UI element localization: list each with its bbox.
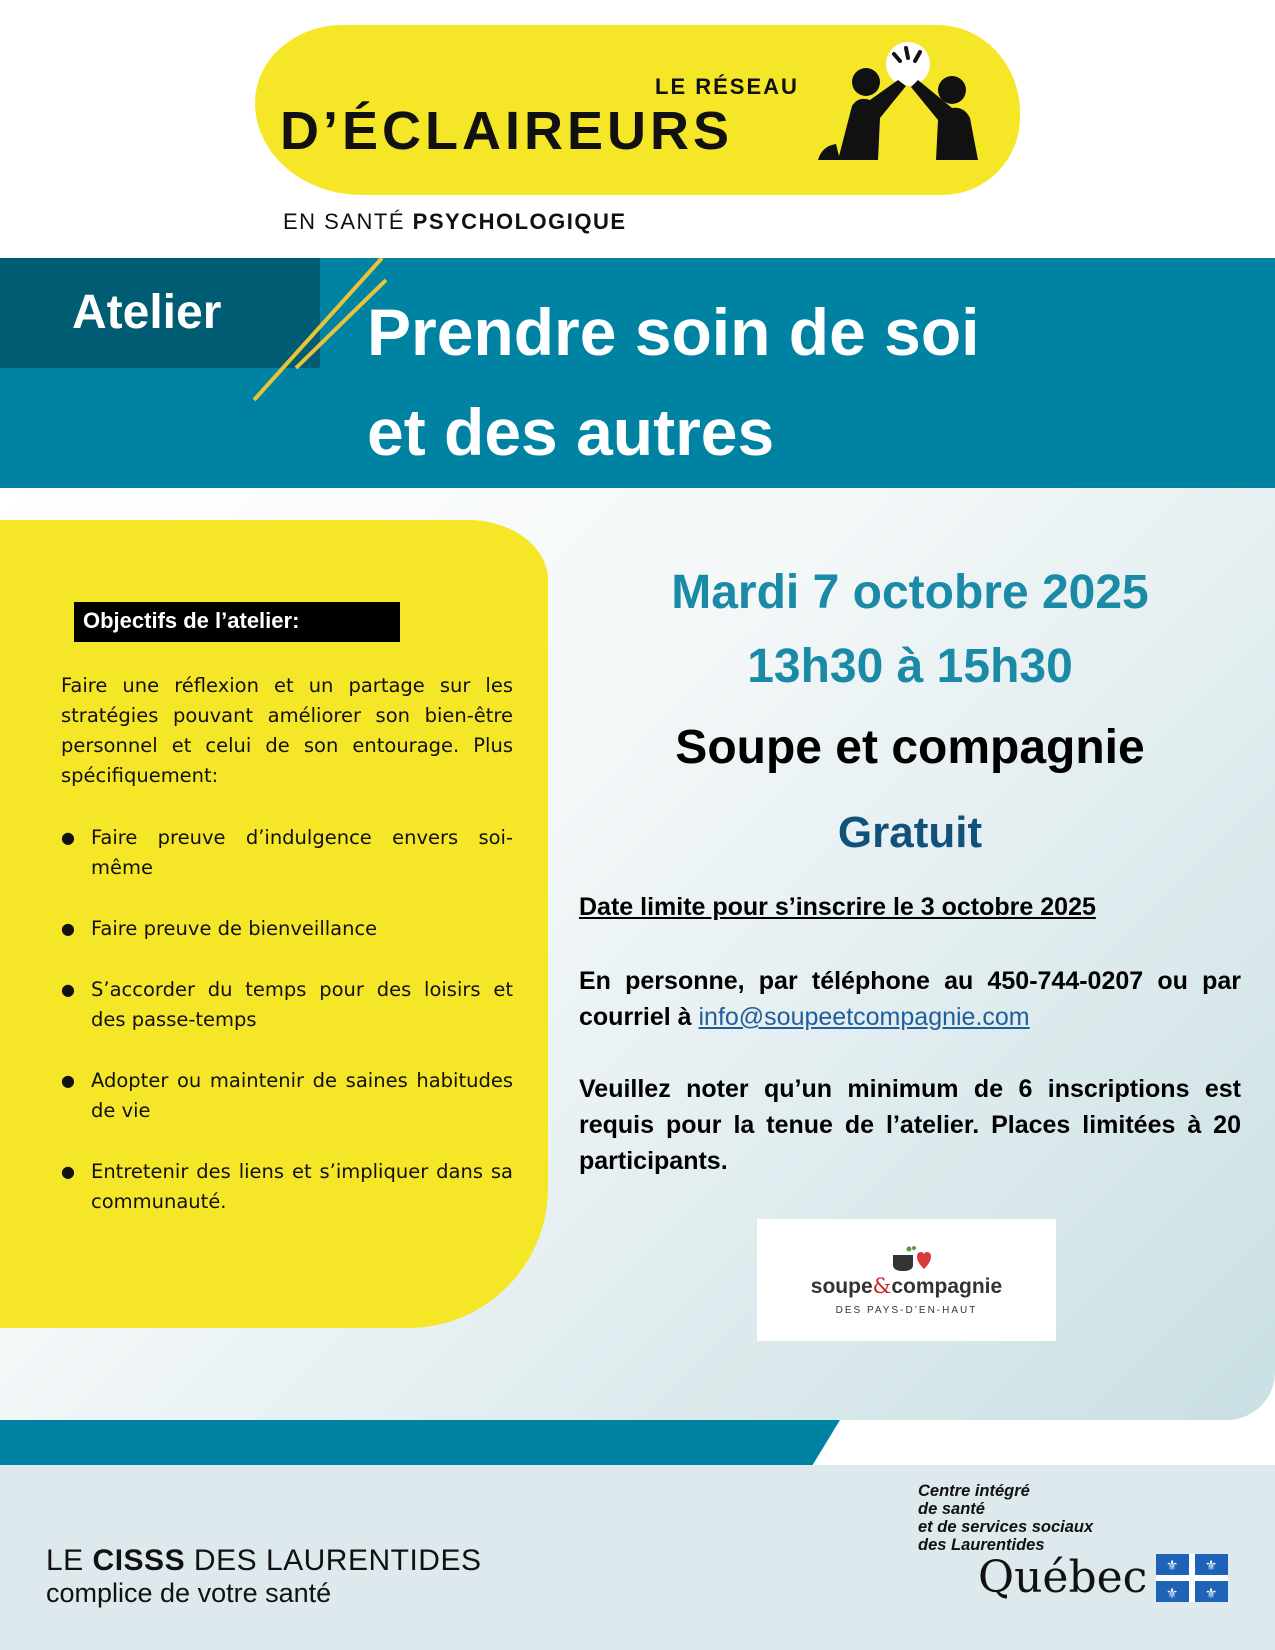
event-price: Gratuit	[837, 808, 983, 857]
registration-note: Veuillez noter qu’un minimum de 6 inscriptions est requis pour la tenue de l’atelier. Places limitées à 20 participants.	[579, 1075, 1241, 1175]
list-item	[61, 823, 513, 883]
quebec-wordmark: Québec	[978, 1552, 1148, 1603]
list-item-text: Faire preuve d’indulgence envers soi-même	[91, 826, 513, 879]
partner-subtitle: DES PAYS-D’EN-HAUT	[835, 1305, 978, 1316]
objectives-intro: Faire une réflexion et un partage sur les stratégies pouvant améliorer son bien-être personnel et celui de son entourage. Plus spécifiquement:	[61, 674, 513, 787]
logo-pretitle: LE RÉSEAU	[655, 74, 799, 99]
partner-name-part-1: soupe	[810, 1275, 873, 1298]
footer-band	[0, 1420, 1275, 1466]
contact-email-link[interactable]: info@soupeetcompagnie.com	[698, 1003, 1030, 1031]
cisss-le: LE	[46, 1544, 84, 1577]
logo-subtitle	[283, 209, 627, 235]
registration-deadline: Date limite pour s’inscrire le 3 octobre 2025	[579, 893, 1096, 921]
logo-subtitle-regular: EN SANTÉ	[283, 209, 406, 234]
cisss-bold: CISSS	[92, 1544, 186, 1577]
event-datetime	[590, 556, 1230, 704]
contact-info	[579, 963, 1241, 1035]
partner-logo	[757, 1219, 1056, 1341]
list-item-text: Entretenir des liens et s’impliquer dans sa communauté.	[91, 1160, 513, 1213]
list-item	[61, 975, 513, 1035]
objectives-list	[61, 823, 513, 1248]
bullet-icon: ●	[61, 1071, 75, 1090]
bullet-icon: ●	[61, 828, 75, 847]
cisss-logo	[46, 1544, 482, 1578]
soup-bowl-heart-icon	[887, 1245, 931, 1273]
event-venue: Soupe et compagnie	[675, 721, 1145, 774]
event-date: Mardi 7 octobre 2025	[671, 566, 1149, 619]
svg-text:⚜: ⚜	[1204, 1558, 1218, 1574]
list-item-text: S’accorder du temps pour des loisirs et des passe-temps	[91, 978, 513, 1031]
list-item-text: Faire preuve de bienveillance	[91, 917, 378, 940]
list-item	[61, 1066, 513, 1126]
gov-line-2: de santé	[918, 1500, 985, 1518]
logo-subtitle-bold: PSYCHOLOGIQUE	[412, 209, 627, 234]
high-five-icon	[818, 40, 1000, 165]
svg-text:⚜: ⚜	[1165, 1558, 1179, 1574]
bullet-icon: ●	[61, 1162, 75, 1181]
objectives-heading: Objectifs de l’atelier:	[74, 602, 400, 642]
page-title	[367, 282, 980, 482]
partner-ampersand: &	[872, 1274, 892, 1298]
quebec-flag-icon	[1156, 1554, 1228, 1602]
page-title-line-2: et des autres	[367, 395, 775, 469]
gov-line-3: et de services sociaux	[918, 1518, 1094, 1536]
bullet-icon: ●	[61, 919, 75, 938]
workshop-label: Atelier	[72, 286, 222, 339]
page-title-line-1: Prendre soin de soi	[367, 295, 980, 369]
gov-line-1: Centre intégré	[918, 1482, 1030, 1500]
gov-line-4: des Laurentides	[918, 1536, 1045, 1554]
partner-name	[757, 1274, 1056, 1299]
logo-title: D’ÉCLAIREURS	[280, 101, 734, 161]
cisss-tagline: complice de votre santé	[46, 1578, 332, 1608]
svg-text:⚜: ⚜	[1165, 1586, 1179, 1602]
contact-text: En personne, par téléphone au 450-744-0207 ou par courriel à	[579, 967, 1241, 1031]
svg-text:⚜: ⚜	[1204, 1586, 1218, 1602]
list-item-text: Adopter ou maintenir de saines habitudes de vie	[91, 1069, 513, 1122]
cisss-rest: DES LAURENTIDES	[193, 1544, 482, 1577]
gov-organization	[918, 1482, 1093, 1554]
bullet-icon: ●	[61, 980, 75, 999]
event-time: 13h30 à 15h30	[747, 640, 1073, 693]
list-item	[61, 1157, 513, 1217]
list-item	[61, 914, 513, 944]
partner-name-part-2: compagnie	[891, 1275, 1003, 1298]
